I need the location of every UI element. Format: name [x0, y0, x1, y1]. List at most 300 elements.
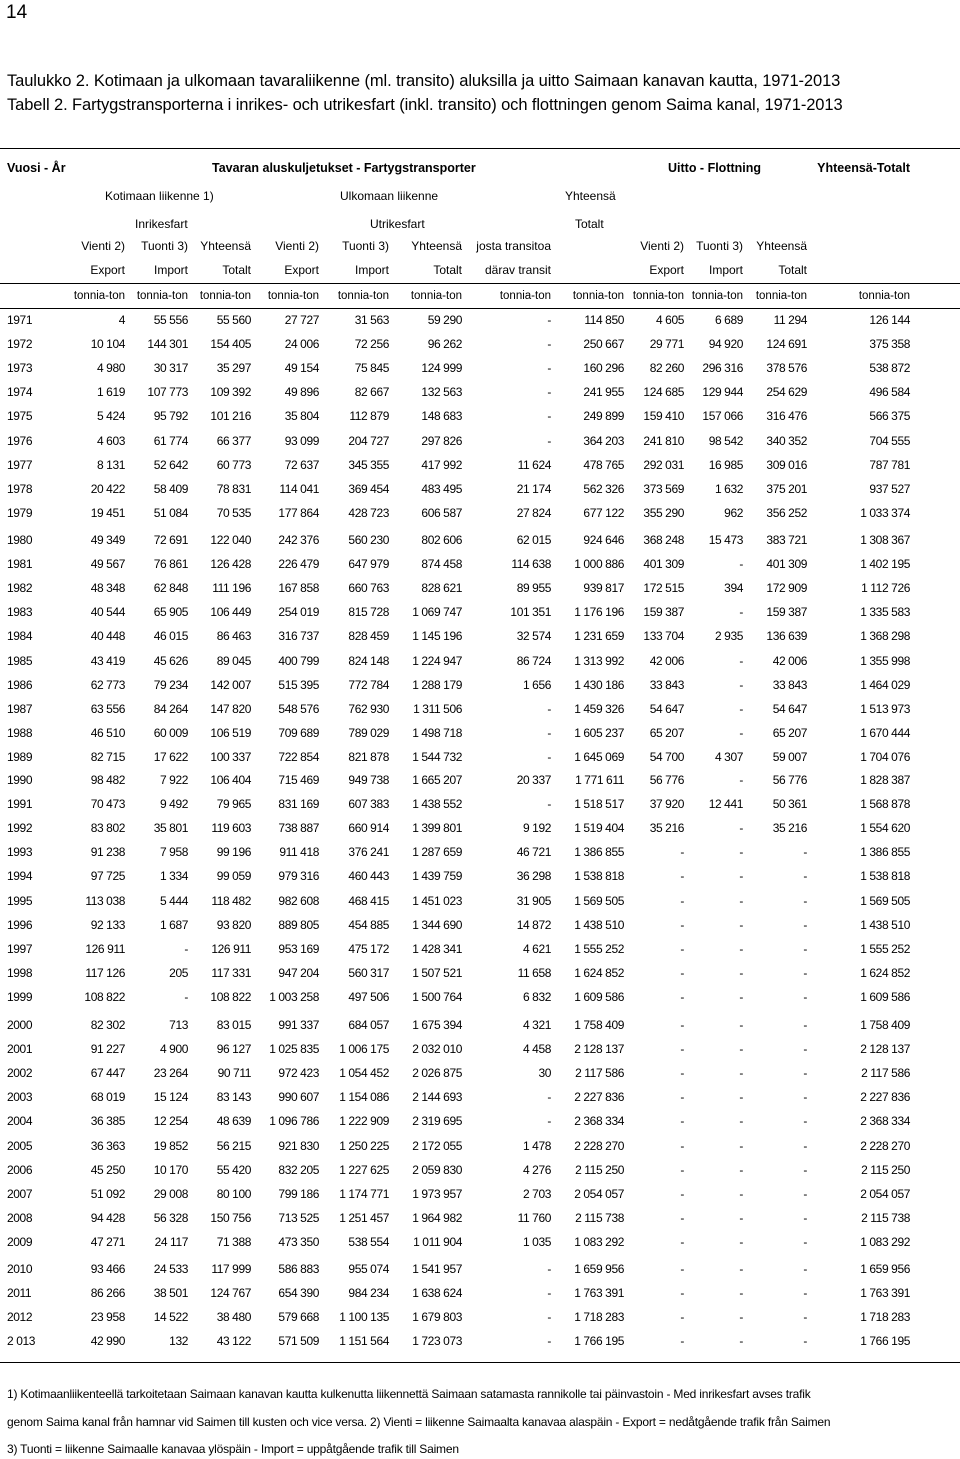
total-ship-cell: 1 569 505 [574, 893, 624, 908]
export-domestic-cell: 19 451 [90, 505, 125, 520]
total-foreign-cell: 1 973 957 [412, 1186, 462, 1201]
export-domestic-cell: 48 348 [90, 581, 125, 596]
total-foreign-cell: 1 428 341 [412, 941, 462, 956]
import-floating-cell: - [739, 701, 743, 716]
import-floating-cell: - [739, 1090, 743, 1105]
transit-cell: 89 955 [516, 581, 551, 596]
table-row [0, 726, 960, 744]
total-floating-cell: - [803, 989, 807, 1004]
import-floating-cell: - [739, 1234, 743, 1249]
export-floating-cell: - [680, 869, 684, 884]
total-foreign-cell: 297 826 [421, 433, 462, 448]
table-row [0, 434, 960, 452]
export-foreign-cell: 226 479 [278, 557, 319, 572]
import-foreign-cell: 1 054 452 [339, 1066, 389, 1081]
import-foreign-cell: 369 454 [348, 481, 389, 496]
total-ship-cell: 1 645 069 [574, 749, 624, 764]
import-domestic-cell: 76 861 [153, 557, 188, 572]
grand-total-cell: 2 117 586 [861, 1066, 910, 1081]
export-floating-cell: 401 309 [643, 557, 684, 572]
import-floating-cell: - [739, 1066, 743, 1081]
import-foreign-cell: 607 383 [348, 797, 389, 812]
import-floating-cell: 98 542 [708, 433, 743, 448]
total-ship-cell: 364 203 [583, 433, 624, 448]
col-transit-fi: josta transitoa [476, 239, 551, 253]
export-foreign-cell: 1 025 835 [269, 1042, 319, 1057]
import-floating-cell: - [739, 1334, 743, 1349]
export-domestic-cell: 82 302 [90, 1018, 125, 1032]
total-ship-cell: 1 766 195 [574, 1334, 624, 1349]
transit-cell: 11 624 [517, 457, 551, 472]
import-domestic-cell: 38 501 [153, 1286, 188, 1301]
grand-total-cell: 1 402 195 [860, 557, 910, 572]
total-ship-cell: 2 227 836 [574, 1090, 624, 1105]
total-floating-cell: - [803, 869, 807, 884]
year-cell: 1998 [7, 965, 33, 980]
export-foreign-cell: 1 096 786 [269, 1114, 319, 1129]
import-foreign-cell: 660 763 [348, 581, 389, 596]
export-floating-cell: 368 248 [643, 533, 684, 547]
footnote-rule [0, 1362, 960, 1363]
grand-total-cell: 1 659 956 [860, 1262, 910, 1276]
year-cell: 1978 [7, 481, 33, 496]
year-cell: 1986 [7, 677, 33, 692]
import-floating-cell: - [739, 725, 743, 740]
transit-cell: 20 337 [516, 773, 551, 787]
export-domestic-cell: 98 482 [90, 773, 125, 787]
total-floating-cell: 50 361 [772, 797, 807, 812]
grand-total-cell: 1 033 374 [860, 505, 910, 520]
import-domestic-cell: 61 774 [153, 433, 188, 448]
col-import-fi-floating: Tuonti 3) [696, 239, 743, 253]
year-cell: 2003 [7, 1090, 33, 1105]
unit-label: tonnia-ton [572, 290, 624, 302]
export-foreign-cell: 1 003 258 [269, 989, 319, 1004]
total-domestic-cell: 78 831 [216, 481, 251, 496]
import-foreign-cell: 345 355 [348, 457, 389, 472]
import-foreign-cell: 428 723 [348, 505, 389, 520]
import-foreign-cell: 955 074 [348, 1262, 389, 1276]
table-row [0, 361, 960, 379]
year-cell: 1971 [7, 313, 33, 327]
export-floating-cell: - [680, 845, 684, 860]
import-domestic-cell: 56 328 [153, 1210, 188, 1225]
total-domestic-cell: 118 482 [211, 893, 251, 908]
import-floating-cell: - [739, 677, 743, 692]
table-row [0, 654, 960, 672]
total-floating-cell: 378 576 [766, 361, 807, 376]
grand-total-cell: 2 054 057 [860, 1186, 910, 1201]
total-ship-cell: 478 765 [583, 457, 624, 472]
import-floating-cell: - [739, 893, 743, 908]
table-row [0, 1090, 960, 1108]
import-domestic-cell: 24 533 [153, 1262, 188, 1276]
total-foreign-cell: 1 224 947 [412, 653, 462, 668]
export-floating-cell: 292 031 [643, 457, 684, 472]
table-row [0, 1066, 960, 1084]
import-domestic-cell: 51 084 [153, 505, 188, 520]
export-foreign-cell: 167 858 [278, 581, 319, 596]
total-floating-cell: - [803, 1114, 807, 1129]
total-floating-cell: - [803, 917, 807, 932]
total-foreign-cell: 1 675 394 [412, 1018, 462, 1032]
transit-cell: 14 872 [516, 917, 551, 932]
total-foreign-cell: 483 495 [421, 481, 462, 496]
export-domestic-cell: 126 911 [85, 941, 125, 956]
col-import-fi-domestic: Tuonti 3) [141, 239, 188, 253]
total-ship-cell: 939 817 [583, 581, 624, 596]
import-domestic-cell: 7 922 [159, 773, 188, 787]
col-export-fi-domestic: Vienti 2) [81, 239, 125, 253]
total-foreign-cell: 606 587 [421, 505, 462, 520]
import-domestic-cell: 10 170 [153, 1162, 188, 1177]
export-foreign-cell: 889 805 [278, 917, 319, 932]
total-domestic-cell: 117 999 [211, 1262, 251, 1276]
transit-cell: - [547, 725, 551, 740]
unit-label: tonnia-ton [499, 290, 551, 302]
total-ship-cell: 114 850 [584, 313, 624, 327]
import-domestic-cell: 58 409 [153, 481, 188, 496]
grand-total-cell: 1 766 195 [860, 1334, 910, 1349]
import-domestic-cell: 52 642 [153, 457, 188, 472]
table-row [0, 629, 960, 647]
export-floating-cell: - [680, 1066, 684, 1081]
total-floating-cell: 383 721 [766, 533, 807, 547]
table-row [0, 482, 960, 500]
transit-cell: 114 638 [511, 557, 551, 572]
import-domestic-cell: 46 015 [153, 629, 188, 644]
export-foreign-cell: 579 668 [278, 1310, 319, 1325]
total-foreign-cell: 1 145 196 [412, 629, 462, 644]
export-foreign-cell: 991 337 [278, 1018, 319, 1032]
import-foreign-cell: 821 878 [348, 749, 389, 764]
export-foreign-cell: 114 041 [279, 481, 319, 496]
total-domestic-cell: 55 420 [216, 1162, 251, 1177]
export-foreign-cell: 738 887 [278, 821, 319, 836]
total-ship-cell: 1 659 956 [574, 1262, 624, 1276]
import-foreign-cell: 82 667 [354, 385, 389, 400]
table-row [0, 773, 960, 791]
transit-cell: 30 [538, 1066, 551, 1081]
import-floating-cell: 16 985 [708, 457, 743, 472]
import-foreign-cell: 72 256 [354, 337, 389, 352]
total-floating-cell: - [803, 1138, 807, 1153]
total-domestic-cell: 93 820 [216, 917, 251, 932]
import-foreign-cell: 984 234 [348, 1286, 389, 1301]
transit-cell: 62 015 [516, 533, 551, 547]
total-foreign-cell: 1 438 552 [412, 797, 462, 812]
import-domestic-cell: 12 254 [153, 1114, 188, 1129]
grand-total-cell: 2 128 137 [860, 1042, 910, 1057]
import-foreign-cell: 1 100 135 [339, 1310, 389, 1325]
import-domestic-cell: 30 317 [153, 361, 188, 376]
total-header-fi: Yhteensä [565, 189, 616, 203]
year-cell: 2006 [7, 1162, 33, 1177]
export-floating-cell: - [680, 965, 684, 980]
export-domestic-cell: 62 773 [90, 677, 125, 692]
total-ship-cell: 677 122 [583, 505, 624, 520]
export-foreign-cell: 832 205 [278, 1162, 319, 1177]
total-foreign-cell: 132 563 [421, 385, 462, 400]
import-floating-cell: 962 [724, 505, 743, 520]
total-floating-cell: - [803, 1162, 807, 1177]
total-ship-cell: 2 054 057 [574, 1186, 624, 1201]
total-ship-cell: 1 605 237 [574, 725, 624, 740]
transit-cell: 11 658 [517, 965, 551, 980]
import-floating-cell: - [739, 1162, 743, 1177]
year-cell: 1992 [7, 821, 33, 836]
import-domestic-cell: 55 556 [153, 313, 188, 327]
export-floating-cell: - [680, 1162, 684, 1177]
export-floating-cell: 37 920 [649, 797, 684, 812]
export-foreign-cell: 93 099 [284, 433, 319, 448]
foreign-traffic-header-sv: Utrikesfart [370, 217, 425, 231]
unit-label: tonnia-ton [691, 290, 743, 302]
export-domestic-cell: 82 715 [90, 749, 125, 764]
import-floating-cell: - [739, 1186, 743, 1201]
total-domestic-cell: 96 127 [216, 1042, 251, 1057]
import-domestic-cell: 5 444 [159, 893, 188, 908]
total-floating-cell: 356 252 [766, 505, 807, 520]
unit-label: tonnia-ton [858, 290, 910, 302]
transit-cell: - [547, 797, 551, 812]
total-domestic-cell: 86 463 [216, 629, 251, 644]
export-foreign-cell: 911 418 [279, 845, 319, 860]
unit-label: tonnia-ton [73, 290, 125, 302]
total-domestic-cell: 35 297 [216, 361, 251, 376]
export-foreign-cell: 548 576 [278, 701, 319, 716]
year-cell: 1972 [7, 337, 33, 352]
footnote-1: 1) Kotimaanliikenteellä tarkoitetaan Saimaan kanavan kautta kulkenutta liikennettä Saimaan satamasta rannikolle tai päinvastoin - Med inrikesfart avses trafik [7, 1387, 811, 1401]
grand-total-cell: 1 368 298 [860, 629, 910, 644]
table-row [0, 918, 960, 936]
import-domestic-cell: 95 792 [153, 409, 188, 424]
grand-total-cell: 937 527 [869, 481, 910, 496]
transit-cell: - [547, 749, 551, 764]
col-sum-fi-floating: Yhteensä [756, 239, 807, 253]
import-floating-cell: 6 689 [714, 313, 743, 327]
year-cell: 2000 [7, 1018, 33, 1032]
col-sum-fi-domestic: Yhteensä [200, 239, 251, 253]
total-foreign-cell: 2 144 693 [412, 1090, 462, 1105]
import-foreign-cell: 204 727 [348, 433, 389, 448]
table-row [0, 385, 960, 403]
total-ship-cell: 250 667 [583, 337, 624, 352]
transit-cell: 86 724 [516, 653, 551, 668]
import-foreign-cell: 824 148 [348, 653, 389, 668]
total-ship-cell: 1 771 611 [575, 773, 624, 787]
export-floating-cell: 241 810 [643, 433, 684, 448]
import-domestic-cell: 84 264 [153, 701, 188, 716]
total-foreign-cell: 148 683 [421, 409, 462, 424]
total-floating-cell: 316 476 [766, 409, 807, 424]
total-ship-cell: 160 296 [583, 361, 624, 376]
export-domestic-cell: 10 104 [90, 337, 125, 352]
table-row [0, 409, 960, 427]
unit-label: tonnia-ton [755, 290, 807, 302]
import-floating-cell: 129 944 [702, 385, 743, 400]
export-domestic-cell: 42 990 [90, 1334, 125, 1349]
import-foreign-cell: 1 250 225 [339, 1138, 389, 1153]
export-floating-cell: 56 776 [649, 773, 684, 787]
total-foreign-cell: 1 311 506 [413, 701, 462, 716]
import-foreign-cell: 660 914 [348, 821, 389, 836]
total-ship-cell: 2 128 137 [574, 1042, 624, 1057]
total-domestic-cell: 117 331 [211, 965, 251, 980]
total-ship-cell: 2 117 586 [575, 1066, 624, 1081]
transit-cell: 1 656 [522, 677, 551, 692]
import-floating-cell: 2 935 [714, 629, 743, 644]
export-domestic-cell: 97 725 [90, 869, 125, 884]
export-foreign-cell: 27 727 [284, 313, 319, 327]
grand-total-cell: 1 308 367 [860, 533, 910, 547]
export-foreign-cell: 400 799 [278, 653, 319, 668]
total-domestic-cell: 99 059 [216, 869, 251, 884]
export-domestic-cell: 49 349 [90, 533, 125, 547]
total-domestic-cell: 101 216 [210, 409, 251, 424]
export-domestic-cell: 92 133 [90, 917, 125, 932]
export-foreign-cell: 722 854 [278, 749, 319, 764]
table-row [0, 458, 960, 476]
table-row [0, 313, 960, 331]
col-import-sv-floating: Import [708, 263, 743, 277]
year-cell: 1996 [7, 917, 33, 932]
export-foreign-cell: 177 864 [278, 505, 319, 520]
export-floating-cell: - [680, 941, 684, 956]
col-export-sv-domestic: Export [90, 263, 125, 277]
col-import-sv-domestic: Import [153, 263, 188, 277]
export-floating-cell: - [680, 989, 684, 1004]
import-foreign-cell: 1 251 457 [339, 1210, 389, 1225]
transit-cell: - [547, 361, 551, 376]
export-foreign-cell: 972 423 [278, 1066, 319, 1081]
transit-cell: 4 458 [522, 1042, 551, 1057]
table-row [0, 869, 960, 887]
table-row [0, 533, 960, 551]
total-foreign-cell: 2 059 830 [412, 1162, 462, 1177]
foreign-traffic-header-fi: Ulkomaan liikenne [340, 189, 439, 203]
total-domestic-cell: 106 519 [210, 725, 251, 740]
import-foreign-cell: 460 443 [348, 869, 389, 884]
transit-cell: 6 832 [522, 989, 551, 1004]
total-ship-cell: 2 228 270 [574, 1138, 624, 1153]
col-transit-sv: därav transit [484, 263, 551, 277]
export-domestic-cell: 68 019 [90, 1090, 125, 1105]
grand-total-cell: 375 358 [869, 337, 910, 352]
import-floating-cell: 1 632 [714, 481, 743, 496]
table-row [0, 1286, 960, 1304]
total-ship-cell: 562 326 [583, 481, 624, 496]
export-domestic-cell: 5 424 [96, 409, 125, 424]
unit-label: tonnia-ton [136, 290, 188, 302]
total-floating-cell: - [803, 1210, 807, 1225]
total-foreign-cell: 1 723 073 [412, 1334, 462, 1349]
table-row [0, 797, 960, 815]
export-domestic-cell: 45 250 [90, 1162, 125, 1177]
transit-cell: 31 905 [516, 893, 551, 908]
export-floating-cell: 29 771 [649, 337, 684, 352]
export-floating-cell: 355 290 [643, 505, 684, 520]
import-floating-cell: - [739, 1310, 743, 1325]
total-domestic-cell: 108 822 [210, 989, 251, 1004]
transit-cell: 101 351 [510, 605, 551, 620]
total-floating-cell: 35 216 [772, 821, 807, 836]
transit-cell: - [547, 313, 551, 327]
footnote-3: 3) Tuonti = liikenne Saimaalle kanavaa ylöspäin - Import = uppåtgående trafik till Saimen [7, 1442, 459, 1456]
total-foreign-cell: 1 964 982 [412, 1210, 462, 1225]
export-floating-cell: - [680, 1262, 684, 1276]
total-foreign-cell: 96 262 [427, 337, 462, 352]
export-floating-cell: - [680, 1018, 684, 1032]
transit-cell: - [547, 1310, 551, 1325]
export-floating-cell: - [680, 1186, 684, 1201]
export-floating-cell: - [680, 917, 684, 932]
table-row [0, 966, 960, 984]
grand-total-cell: 1 569 505 [860, 893, 910, 908]
total-domestic-cell: 48 639 [216, 1114, 251, 1129]
total-floating-cell: - [803, 1042, 807, 1057]
export-domestic-cell: 20 422 [90, 481, 125, 496]
total-floating-cell: 401 309 [766, 557, 807, 572]
export-domestic-cell: 40 448 [90, 629, 125, 644]
export-floating-cell: - [680, 1286, 684, 1301]
table-row [0, 750, 960, 768]
grand-total-cell: 126 144 [869, 313, 910, 327]
import-domestic-cell: 107 773 [147, 385, 188, 400]
year-cell: 1993 [7, 845, 33, 860]
year-cell: 1989 [7, 749, 33, 764]
export-floating-cell: 124 685 [643, 385, 684, 400]
transit-cell: 4 321 [522, 1018, 551, 1032]
col-import-fi-foreign: Tuonti 3) [342, 239, 389, 253]
table-row [0, 1114, 960, 1132]
import-foreign-cell: 828 459 [348, 629, 389, 644]
grand-total-cell: 787 781 [869, 457, 910, 472]
import-domestic-cell: 60 009 [153, 725, 188, 740]
grand-total-cell: 2 115 250 [861, 1162, 910, 1177]
export-foreign-cell: 586 883 [278, 1262, 319, 1276]
col-export-fi-foreign: Vienti 2) [275, 239, 319, 253]
export-domestic-cell: 93 466 [90, 1262, 125, 1276]
import-floating-cell: 12 441 [708, 797, 743, 812]
total-domestic-cell: 106 404 [210, 773, 251, 787]
import-domestic-cell: 72 691 [153, 533, 188, 547]
import-foreign-cell: 538 554 [348, 1234, 389, 1249]
year-cell: 2 013 [7, 1334, 36, 1349]
total-floating-cell: 254 629 [766, 385, 807, 400]
import-domestic-cell: 132 [169, 1334, 188, 1349]
import-foreign-cell: 112 879 [349, 409, 389, 424]
total-foreign-cell: 1 498 718 [412, 725, 462, 740]
total-floating-cell: 159 387 [766, 605, 807, 620]
grand-total-cell: 1 555 252 [860, 941, 910, 956]
total-floating-cell: 11 294 [773, 313, 807, 327]
transit-cell: - [547, 409, 551, 424]
export-domestic-cell: 117 126 [85, 965, 125, 980]
export-domestic-cell: 49 567 [90, 557, 125, 572]
import-domestic-cell: 17 622 [153, 749, 188, 764]
import-domestic-cell: 62 848 [153, 581, 188, 596]
export-domestic-cell: 23 958 [90, 1310, 125, 1325]
transit-cell: 11 760 [517, 1210, 551, 1225]
table-row [0, 990, 960, 1008]
year-cell: 2010 [7, 1262, 33, 1276]
export-floating-cell: 42 006 [649, 653, 684, 668]
total-ship-cell: 1 538 818 [574, 869, 624, 884]
export-floating-cell: - [680, 1042, 684, 1057]
total-foreign-cell: 1 638 624 [412, 1286, 462, 1301]
total-foreign-cell: 2 032 010 [412, 1042, 462, 1057]
